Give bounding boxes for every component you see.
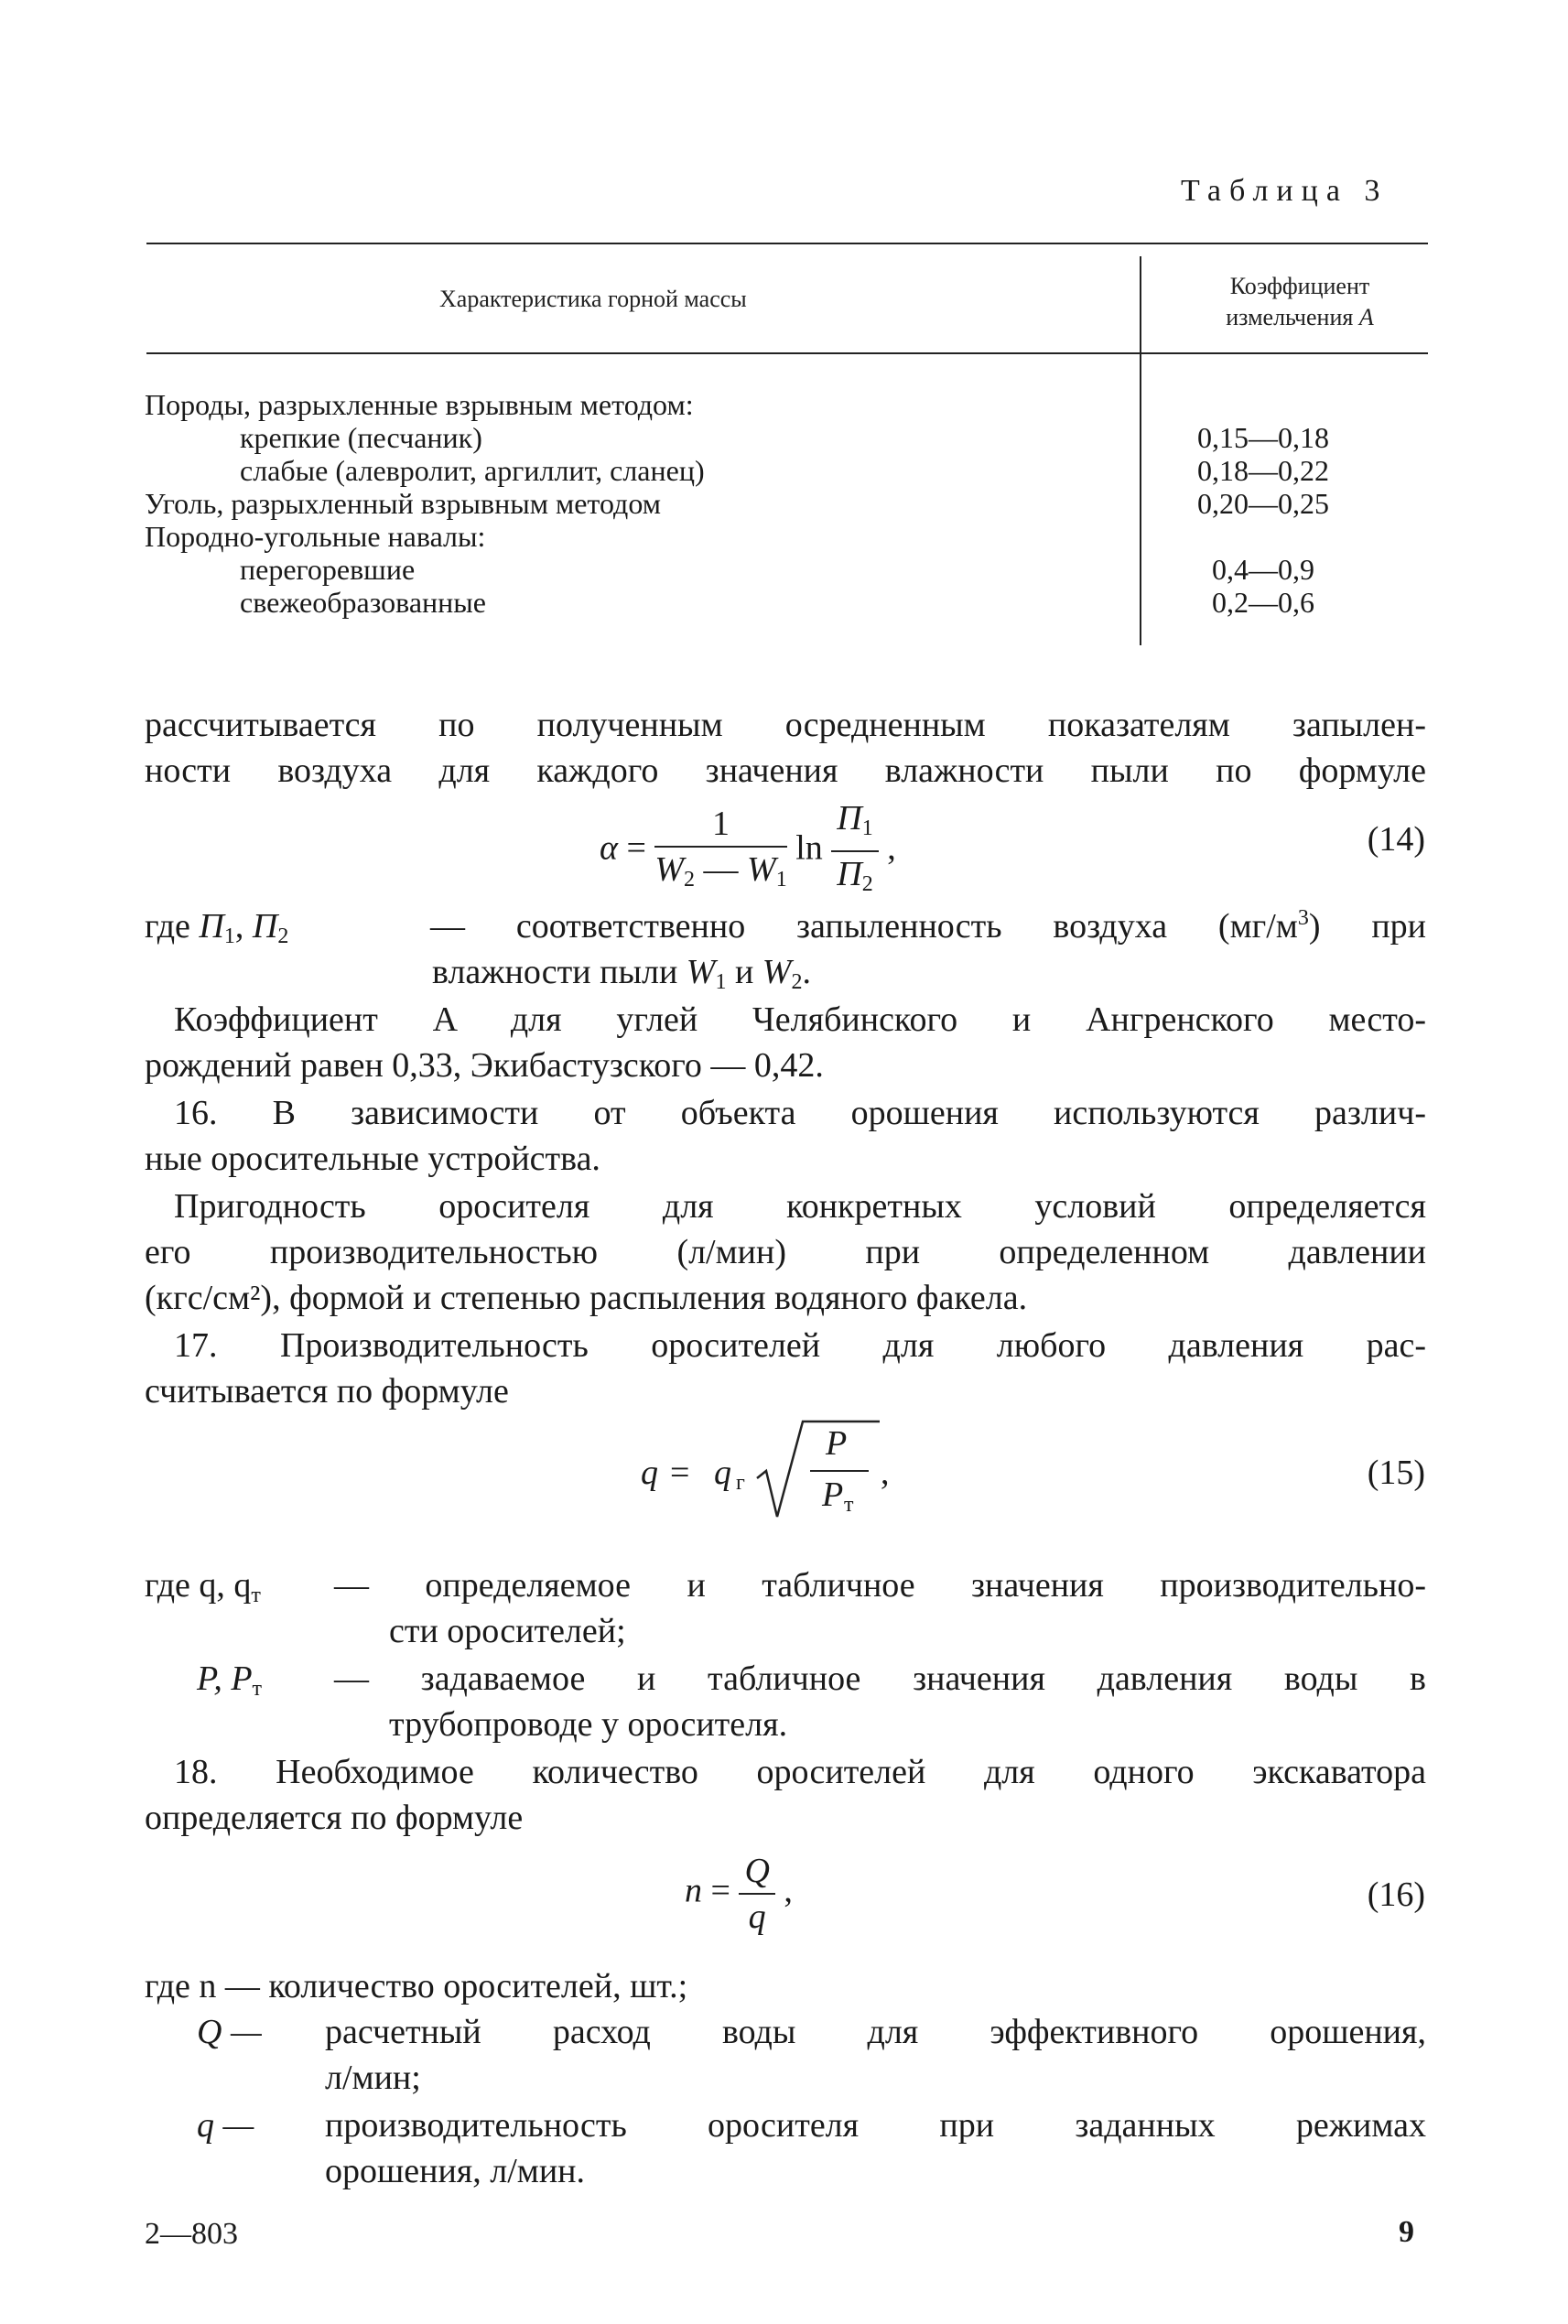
paragraph-line: считывается по формуле xyxy=(145,1372,509,1411)
equation-number-14: (14) xyxy=(1367,820,1425,859)
row-value: 0,4—0,9 xyxy=(1212,553,1314,586)
paragraph-line: (кгс/см²), формой и степенью распыления водяного факела. xyxy=(145,1279,1028,1317)
equation-number-15: (15) xyxy=(1367,1454,1425,1492)
row-label: Породы, разрыхленные взрывным методом: xyxy=(145,388,699,421)
header-coefficient xyxy=(1181,271,1419,333)
table-row xyxy=(145,487,1131,520)
where-16-b-cont: л/мин; xyxy=(325,2059,421,2097)
where-16-a: где n — количество оросителей, шт.; xyxy=(145,1967,688,2005)
header-coef-symbol: A xyxy=(1358,304,1374,330)
paragraph-line: рождений равен 0,33, Экибастузского — 0,42. xyxy=(145,1046,824,1085)
table-row xyxy=(240,421,1131,454)
paragraph-line: ные оросительные устройства. xyxy=(145,1140,600,1178)
equation-number-16: (16) xyxy=(1367,1875,1425,1914)
where-16-c: q — xyxy=(197,2106,254,2145)
row-value: 0,20—0,25 xyxy=(1197,487,1329,520)
row-label: перегоревшие xyxy=(240,553,420,586)
table-column-divider xyxy=(1140,256,1141,645)
row-value: 0,2—0,6 xyxy=(1212,586,1314,619)
paragraph-line: 18. Необходимое количество оросителей для одного экскаватора xyxy=(174,1753,1426,1791)
row-label: Породно-угольные навалы: xyxy=(145,520,491,553)
where-14-line2: влажности пыли $W_1$ и $W_2$. xyxy=(432,953,811,994)
paragraph-line: его производительностью (л/мин) при определенном давлении xyxy=(145,1233,1426,1271)
row-value: 0,18—0,22 xyxy=(1197,454,1329,487)
row-label: Уголь, разрыхленный взрывным методом xyxy=(145,487,666,520)
paragraph-line: Пригодность оросителя для конкретных условий определяется xyxy=(174,1187,1426,1226)
row-label: свежеобразованные xyxy=(240,586,492,619)
where-15-b-cont: трубопроводе у оросителя. xyxy=(389,1705,788,1744)
table-top-rule xyxy=(146,243,1428,244)
row-label: крепкие (песчаник) xyxy=(240,421,488,454)
where-15-b: P, $P_т$ xyxy=(197,1659,263,1701)
table-row xyxy=(240,553,1131,586)
paragraph-line: 17. Производительность оросителей для любого давления рас- xyxy=(174,1326,1426,1365)
paragraph-line: рассчитывается по полученным осредненным показателям запылен- xyxy=(145,706,1426,744)
sqrt-sign xyxy=(755,1414,883,1524)
table-header-rule xyxy=(146,352,1428,354)
paragraph-line: ности воздуха для каждого значения влажности пыли по формуле xyxy=(145,751,1426,790)
footer-signature: 2—803 xyxy=(145,2217,238,2251)
where-14-line1: где $П_1$, $П_2$ xyxy=(145,907,289,948)
where-15-b-text: — задаваемое и табличное значения давления воды в xyxy=(334,1659,1426,1698)
row-value: 0,15—0,18 xyxy=(1197,421,1329,454)
paragraph-line: Коэффициент A для углей Челябинского и Ангренского место- xyxy=(174,1000,1426,1039)
row-label: слабые (алевролит, аргиллит, сланец) xyxy=(240,454,710,487)
paragraph-line: определяется по формуле xyxy=(145,1799,524,1837)
where-16-c-cont: орошения, л/мин. xyxy=(325,2152,586,2190)
page-number: 9 xyxy=(1399,2215,1414,2249)
table-row xyxy=(145,388,1131,421)
where-14-line1b: — соответственно запыленность воздуха $(мг/м^3)$ при xyxy=(430,906,1426,946)
header-coef-line1: Коэффициент xyxy=(1229,273,1370,299)
where-16-c-text: производительность оросителя при заданных режимах xyxy=(325,2106,1426,2145)
where-15-a-text: — определяемое и табличное значения производительно- xyxy=(334,1566,1426,1605)
table-title: Таблица 3 xyxy=(1181,174,1389,208)
formula-14: α = $\frac{1}{W_2 — W_1}$ ln $\frac{П_1}{П_2}$ , xyxy=(600,796,896,906)
table-row xyxy=(145,520,1131,553)
table-row xyxy=(240,586,1131,619)
where-16-b-text: расчетный расход воды для эффективного орошения, xyxy=(325,2013,1426,2051)
formula-16: n = $\frac{Q}{q}$ , xyxy=(685,1849,793,1939)
header-coef-line2: измельчения xyxy=(1226,304,1354,330)
paragraph-line: 16. В зависимости от объекта орошения используются различ- xyxy=(174,1094,1426,1132)
header-characteristic: Характеристика горной массы xyxy=(439,286,747,312)
where-15-a-cont: сти оросителей; xyxy=(389,1612,626,1650)
where-16-b: Q — xyxy=(197,2013,262,2051)
table-row xyxy=(240,454,1131,487)
where-15-a: где q, $q_т$ xyxy=(145,1566,261,1607)
